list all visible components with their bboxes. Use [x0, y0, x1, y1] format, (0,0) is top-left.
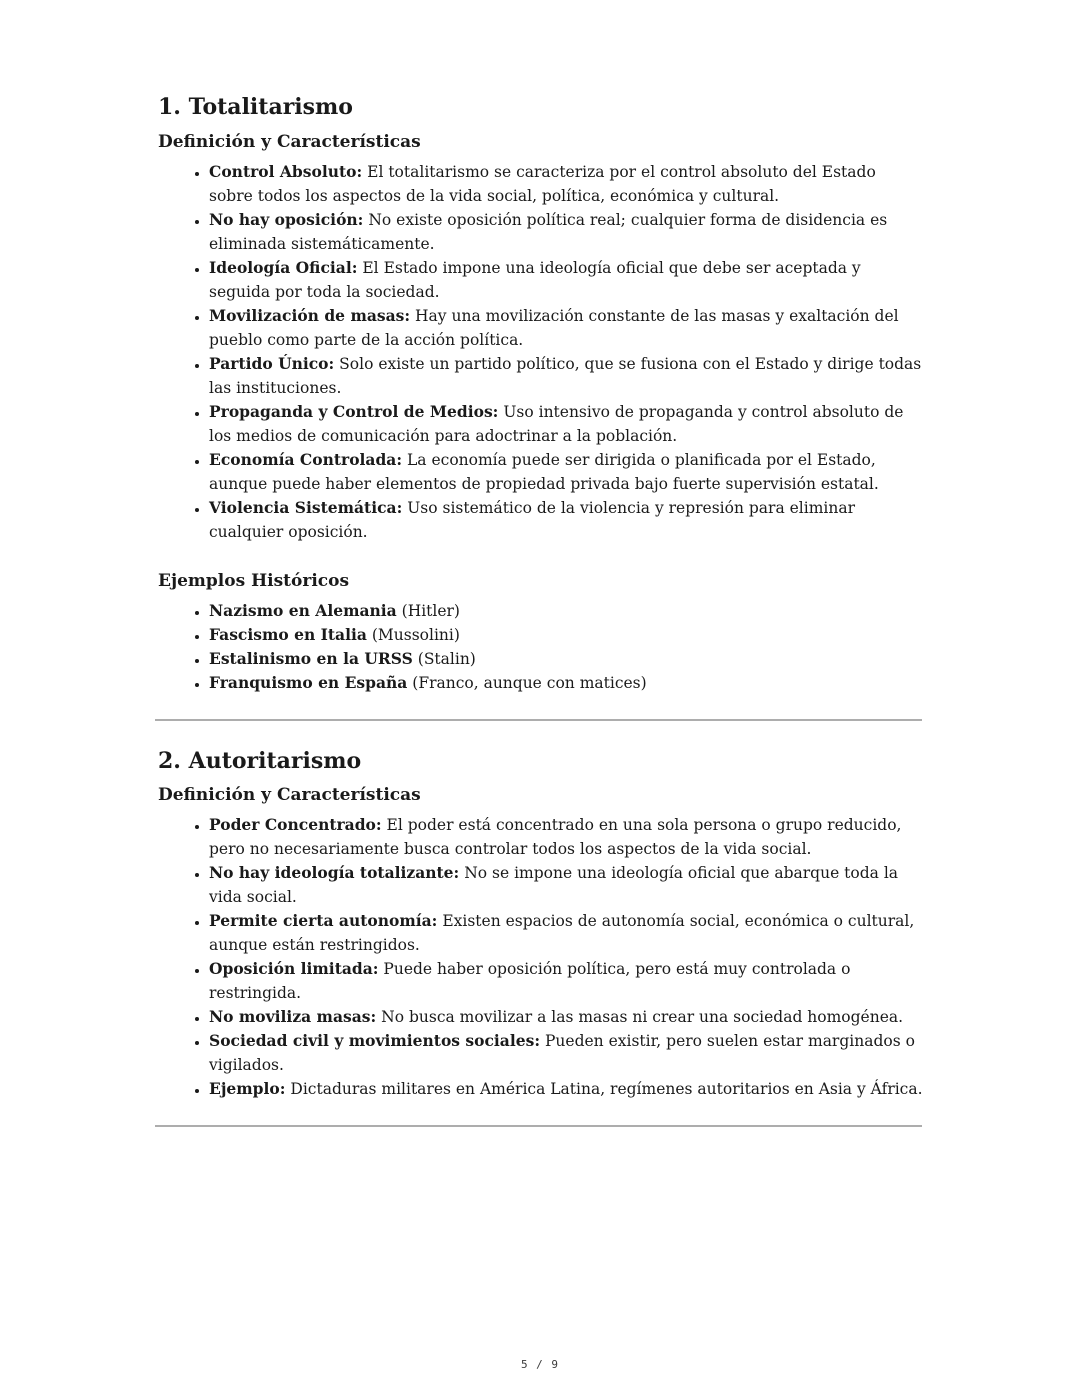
subsection-heading-ejemplos: Ejemplos Históricos	[158, 570, 350, 591]
bullet-bold: Nazismo en Alemania	[209, 600, 397, 620]
bullet-item	[209, 400, 924, 448]
bullet-text: Puede haber oposición política, pero está muy controlada o restringida.	[209, 960, 851, 1003]
bullet-text: (Stalin)	[412, 649, 476, 668]
bullet-item	[209, 160, 924, 208]
bullet-item	[209, 256, 924, 304]
bullet-text: Uso intensivo de propaganda y control absoluto de los medios de comunicación para adoctrinar a la población.	[209, 402, 904, 445]
bullet-text: El totalitarismo se caracteriza por el control absoluto del Estado sobre todos los aspectos de la vida social, política, económica y cultural.	[209, 162, 876, 205]
bullet-bold: Ideología Oficial:	[209, 257, 358, 277]
bullet-item	[209, 1029, 924, 1077]
bullet-text: La economía puede ser dirigida o planificada por el Estado, aunque puede haber elementos de propiedad privada bajo fuerte supervisión estatal.	[209, 450, 879, 493]
bullet-bold: Oposición limitada:	[209, 959, 379, 979]
bullet-list-definicion-1	[158, 160, 924, 544]
bullet-text: (Mussolini)	[366, 625, 460, 644]
page-number: 5 / 9	[520, 1358, 560, 1371]
bullet-bold: Sociedad civil y movimientos sociales:	[209, 1031, 541, 1051]
bullet-text: Hay una movilización constante de las masas y exaltación del pueblo como parte de la acción política.	[209, 306, 899, 349]
bullet-bold: No hay oposición:	[209, 209, 364, 229]
section-title-autoritarismo: 2. Autoritarismo	[158, 747, 362, 774]
bullet-item	[209, 647, 924, 671]
bullet-text: (Hitler)	[396, 601, 460, 620]
section-title-totalitarismo: 1. Totalitarismo	[158, 94, 353, 120]
bullet-bold: Poder Concentrado:	[209, 815, 382, 835]
page-content	[158, 0, 924, 1154]
bullet-item	[209, 1077, 924, 1101]
bullet-text: No existe oposición política real; cualquier forma de disidencia es eliminada sistemáticamente.	[209, 210, 888, 253]
subsection-heading-definicion-1: Definición y Características	[158, 131, 421, 152]
bullet-item	[209, 208, 924, 256]
bullet-bold: Movilización de masas:	[209, 305, 411, 325]
bullet-bold: Estalinismo en la URSS	[209, 648, 413, 668]
bullet-text: No se impone una ideología oficial que abarque toda la vida social.	[209, 864, 899, 907]
bullet-item	[209, 304, 924, 352]
bullet-text: Existen espacios de autonomía social, económica o cultural, aunque están restringidos.	[209, 912, 915, 955]
bullet-bold: Control Absoluto:	[209, 161, 363, 181]
bullet-text: El Estado impone una ideología oficial que debe ser aceptada y seguida por toda la sociedad.	[209, 258, 861, 301]
bullet-bold: Permite cierta autonomía:	[209, 911, 438, 931]
bullet-item	[209, 1005, 924, 1029]
bullet-item	[209, 957, 924, 1005]
section-divider	[155, 719, 922, 721]
bullet-item	[209, 861, 924, 909]
bullet-text: Uso sistemático de la violencia y represión para eliminar cualquier oposición.	[209, 498, 855, 541]
subsection-heading-definicion-2: Definición y Características	[158, 785, 421, 806]
bullet-bold: Propaganda y Control de Medios:	[209, 401, 499, 421]
bullet-text: El poder está concentrado en una sola persona o grupo reducido, pero no necesariamente busca controlar todos los aspectos de la vida social.	[209, 816, 902, 859]
bullet-bold: Ejemplo:	[209, 1079, 286, 1099]
bullet-item	[209, 352, 924, 400]
bullet-text: No busca movilizar a las masas ni crear una sociedad homogénea.	[376, 1008, 904, 1027]
bullet-item	[209, 623, 924, 647]
bullet-item	[209, 909, 924, 957]
bullet-text: (Franco, aunque con matices)	[407, 673, 647, 692]
bullet-bold: Partido Único:	[209, 353, 335, 373]
bullet-item	[209, 813, 924, 861]
bullet-item	[209, 671, 924, 695]
bullet-text: Solo existe un partido político, que se fusiona con el Estado y dirige todas las instituciones.	[209, 354, 922, 397]
bullet-bold: Fascismo en Italia	[209, 624, 367, 644]
bullet-bold: Economía Controlada:	[209, 449, 403, 469]
bullet-item	[209, 496, 924, 544]
bullet-bold: No moviliza masas:	[209, 1007, 377, 1027]
bullet-list-ejemplos	[158, 599, 924, 695]
bullet-bold: Violencia Sistemática:	[209, 497, 403, 517]
bullet-item	[209, 599, 924, 623]
bullet-bold: No hay ideología totalizante:	[209, 863, 460, 883]
bullet-bold: Franquismo en España	[209, 672, 408, 692]
bullet-item	[209, 448, 924, 496]
section-divider	[155, 1125, 922, 1127]
bullet-text: Dictaduras militares en América Latina, regímenes autoritarios en Asia y África.	[285, 1080, 923, 1099]
bullet-text: Pueden existir, pero suelen estar marginados o vigilados.	[209, 1032, 915, 1075]
bullet-list-definicion-2	[158, 813, 924, 1101]
